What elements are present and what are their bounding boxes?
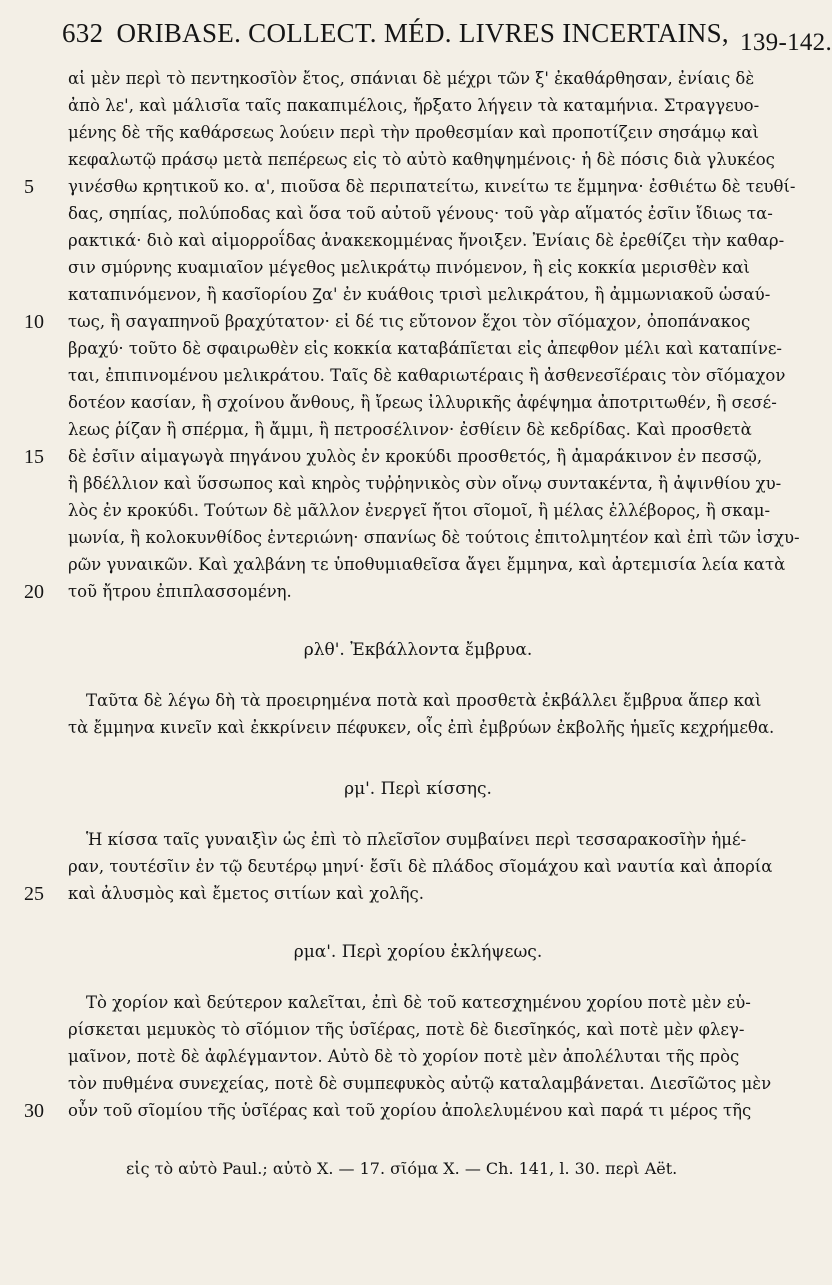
text-line: δας, σηπίας, πολύποδας καὶ ὅσα τοῦ αὐτοῦ γένους· τοῦ γὰρ αἵματός ἐσῖιν ἴδιως τα- xyxy=(68,204,773,223)
text-line: καταπινόμενον, ἢ κασῖορίου Ꙁα' ἐν κυάθοις τρισὶ μελικράτου, ἢ ἀμμωνιακοῦ ὡσαύ- xyxy=(68,285,771,304)
line-number: 15 xyxy=(24,446,44,468)
line-number: 10 xyxy=(24,311,44,333)
text-line: τως, ἢ σαγαπηνοῦ βραχύτατον· εἰ δέ τις εὔτονον ἔχοι τὸν σῖόμαχον, ὀποπάνακος xyxy=(68,312,751,331)
text-line: τὸν πυθμένα συνεχείας, ποτὲ δὲ συμπεφυκὸς αὐτῷ καταλαμβάνεται. Διεσῖῶτος μὲν xyxy=(68,1074,772,1093)
text-line: ρίσκεται μεμυκὸς τὸ σῖόμιον τῆς ὑσῖέρας, ποτὲ δὲ διεσῖηκός, καὶ ποτὲ μὲν φλεγ- xyxy=(68,1020,745,1039)
text-line: ρακτικά· διὸ καὶ αἱμορροΐδας ἀνακεκομμένας ἤνοιξεν. Ἐνίαις δὲ ἐρεθίζει τὴν καθαρ- xyxy=(68,231,785,250)
text-line: βραχύ· τοῦτο δὲ σφαιρωθὲν εἰς κοκκία καταβάπῖεται εἰς ἀπεφθον μέλι καὶ καταπίνε- xyxy=(68,339,783,358)
section-heading: ρμ'. Περὶ κίσσης. xyxy=(344,779,492,799)
text-line: κεφαλωτῷ πράσῳ μετὰ πεπέρεως εἰς τὸ αὐτὸ καθηψημένοις· ἡ δὲ πόσις διὰ γλυκέος xyxy=(68,150,775,169)
text-line: Τὸ χορίον καὶ δεύτερον καλεῖται, ἐπὶ δὲ τοῦ κατεσχημένου χορίου ποτὲ μὲν εὑ- xyxy=(86,993,751,1012)
text-line: δὲ ἐσῖιν αἱμαγωγὰ πηγάνου χυλὸς ἐν κροκύδι προσθετός, ἢ ἀμαράκινον ἐν πεσσῷ, xyxy=(68,447,763,466)
text-line: λὸς ἐν κροκύδι. Τούτων δὲ μᾶλλον ἐνεργεῖ ἤτοι σῖομοῖ, ἢ μέλας ἐλλέβορος, ἢ σκαμ- xyxy=(68,501,771,520)
text-line: μωνία, ἢ κολοκυνθίδος ἐντεριώνη· σπανίως δὲ τούτοις ἐπιτολμητέον καὶ ἐπὶ τῶν ἰσχυ- xyxy=(68,528,800,547)
text-line: ρῶν γυναικῶν. Καὶ χαλβάνη τε ὑποθυμιαθεῖσα ἄγει ἔμμηνα, καὶ ἀρτεμισία λεία κατὰ xyxy=(68,555,786,574)
text-line: καὶ ἀλυσμὸς καὶ ἔμετος σιτίων καὶ χολῆς. xyxy=(68,884,425,903)
text-line: σιν σμύρνης κυαμιαῖον μέγεθος μελικράτῳ πινόμενον, ἢ εἰς κοκκία μερισθὲν καὶ xyxy=(68,258,750,277)
text-line: λεως ῥίζαν ἢ σπέρμα, ἢ ἄμμι, ἢ πετροσέλινον· ἐσθίειν δὲ κεδρίδας. Καὶ προσθετὰ xyxy=(68,420,752,439)
line-number: 25 xyxy=(24,883,44,905)
line-number: 30 xyxy=(24,1100,44,1122)
section-heading: ρλθ'. Ἐκβάλλοντα ἔμβρυα. xyxy=(303,640,533,660)
line-number: 5 xyxy=(24,176,34,198)
running-header xyxy=(62,18,832,58)
text-line: γινέσθω κρητικοῦ κο. α', πιοῦσα δὲ περιπατείτω, κινείτω τε ἔμμηνα· ἐσθιέτω δὲ τευθί- xyxy=(68,177,796,196)
text-line: αἱ μὲν περὶ τὸ πεντηκοσῖὸν ἔτος, σπάνιαι δὲ μέχρι τῶν ξ' ἐκαθάρθησαν, ἐνίαις δὲ xyxy=(68,69,755,88)
text-line: ἢ βδέλλιον καὶ ὕσσωπος καὶ κηρὸς τυῤῥηνικὸς σὺν οἴνῳ συντακέντα, ἢ ἀψινθίου χυ- xyxy=(68,474,782,493)
text-line: δοτέον κασίαν, ἢ σχοίνου ἄνθους, ἢ ἴρεως ἰλλυρικῆς ἀφέψημα ἀποτριτωθέν, ἢ σεσέ- xyxy=(68,393,777,412)
text-line: ραν, τουτέσῖιν ἐν τῷ δευτέρῳ μηνί· ἔσῖι δὲ πλάδος σῖομάχου καὶ ναυτία καὶ ἀπορία xyxy=(68,857,773,876)
section-heading: ρμα'. Περὶ χορίου ἐκλήψεως. xyxy=(293,942,543,962)
page-number: 632 xyxy=(62,18,104,48)
text-line: ἀπὸ λε', καὶ μάλισῖα ταῖς πακαπιμέλοις, ἤρξατο λήγειν τὰ καταμήνια. Στραγγευο- xyxy=(68,96,760,115)
text-line: ται, ἐπιπινομένου μελικράτου. Ταῖς δὲ καθαριωτέραις ἢ ἀσθενεσῖέραις τὸν σῖόμαχον xyxy=(68,366,786,385)
text-line: μένης δὲ τῆς καθάρσεως λούειν περὶ τὴν προθεσμίαν καὶ προποτίζειν σησάμῳ καὶ xyxy=(68,123,759,142)
text-line: τὰ ἔμμηνα κινεῖν καὶ ἐκκρίνειν πέφυκεν, οἷς ἐπὶ ἐμβρύων ἐκβολῆς ἡμεῖς κεχρήμεθα. xyxy=(68,718,775,737)
text-line: μαῖνον, ποτὲ δὲ ἀφλέγμαντον. Αὐτὸ δὲ τὸ χορίον ποτὲ μὲν ἀπολέλυται τῆς πρὸς xyxy=(68,1047,740,1066)
text-line: Ἡ κίσσα ταῖς γυναιξὶν ὡς ἐπὶ τὸ πλεῖσῖον συμβαίνει περὶ τεσσαρακοσῖὴν ἡμέ- xyxy=(86,830,747,849)
text-line: οὖν τοῦ σῖομίου τῆς ὑσῖέρας καὶ τοῦ χορίου ἀπολελυμένου καὶ παρά τι μέρος τῆς xyxy=(68,1101,752,1120)
running-title: ORIBASE. COLLECT. MÉD. LIVRES INCERTAINS, xyxy=(116,18,729,48)
text-line: τοῦ ἤτρου ἐπιπλασσομένη. xyxy=(68,582,292,601)
text-line: Ταῦτα δὲ λέγω δὴ τὰ προειρημένα ποτὰ καὶ προσθετὰ ἐκβάλλει ἔμβρυα ἅπερ καὶ xyxy=(86,691,762,710)
line-number: 20 xyxy=(24,581,44,603)
chapter-range: 139-142. xyxy=(740,29,832,56)
footnote: εἰς τὸ αὐτὸ Paul.; αὐτὸ X. — 17. σῖόμα X. — Ch. 141, l. 30. περὶ Aët. xyxy=(126,1159,678,1178)
